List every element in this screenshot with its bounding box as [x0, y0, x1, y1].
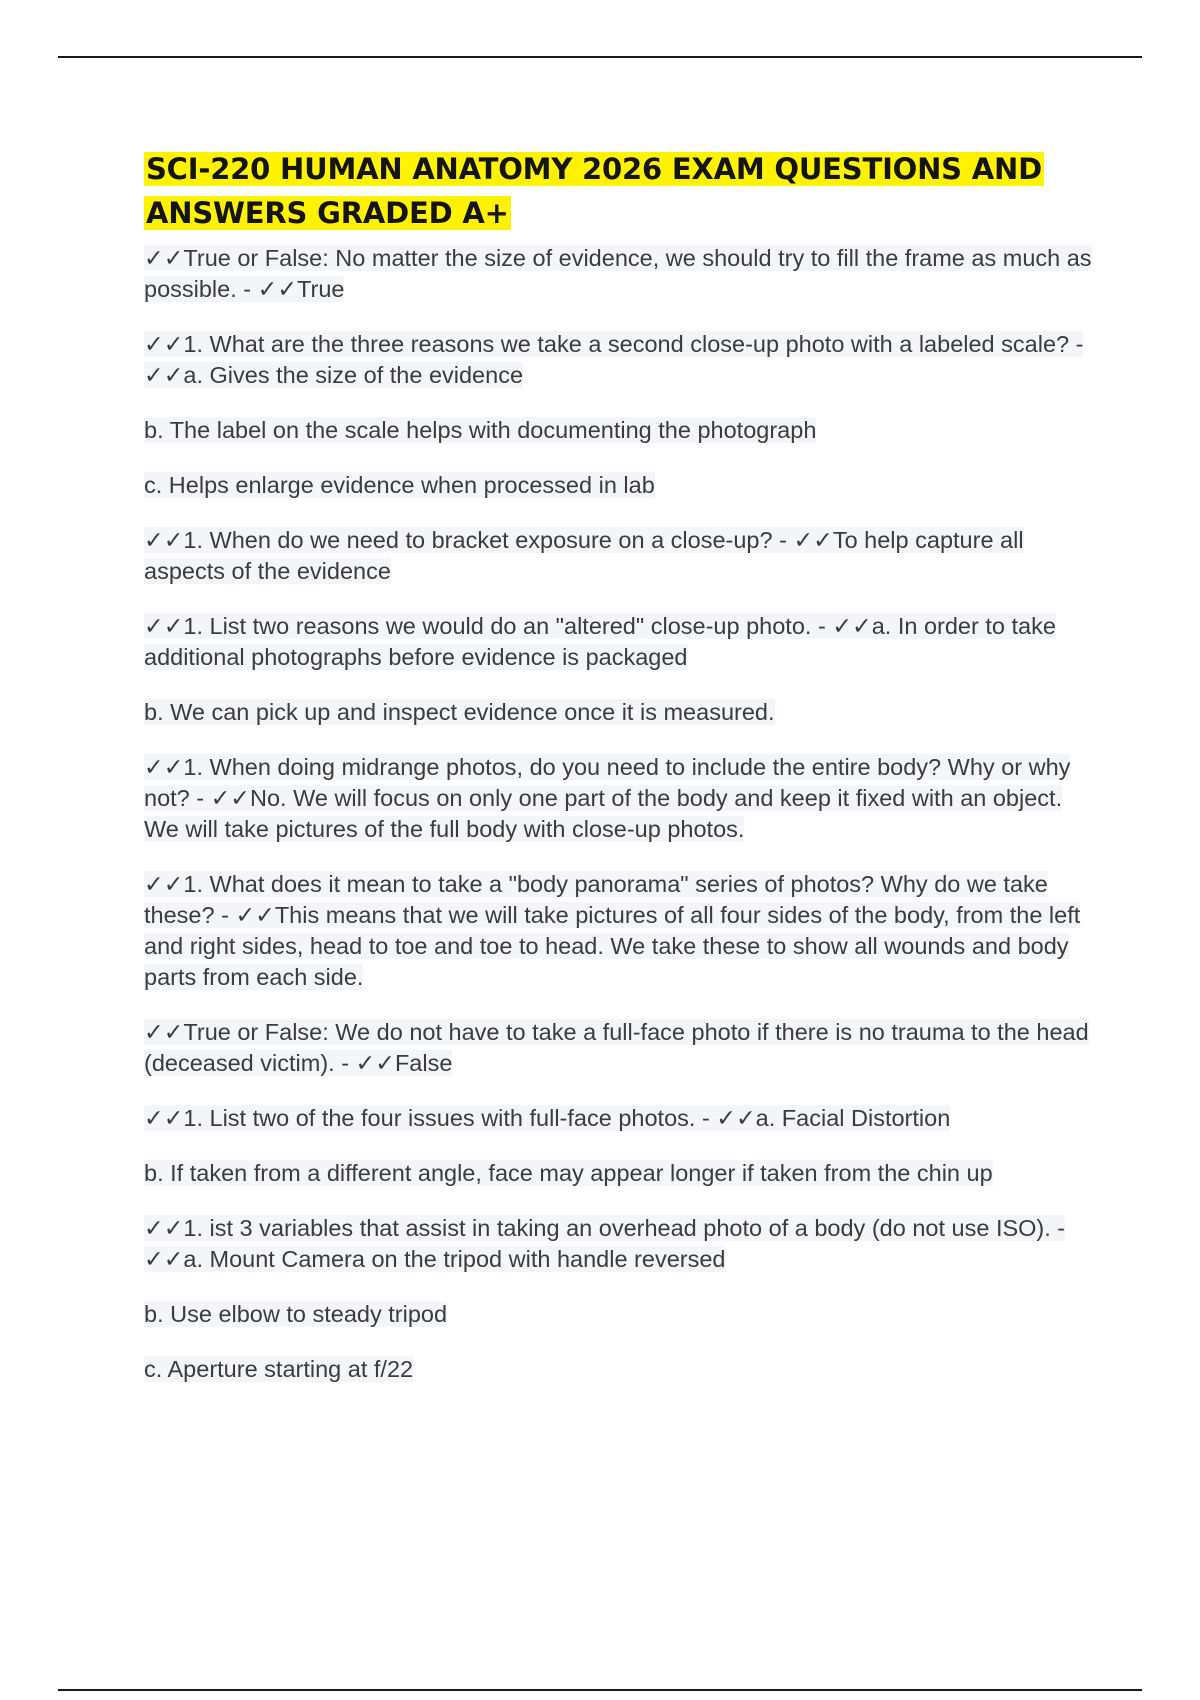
top-rule	[58, 56, 1142, 58]
qa-paragraph: c. Aperture starting at f/22	[144, 1356, 414, 1382]
qa-paragraph: b. The label on the scale helps with documenting the photograph	[144, 417, 817, 443]
qa-paragraph: b. Use elbow to steady tripod	[144, 1301, 448, 1327]
qa-paragraph: ✓✓1. When doing midrange photos, do you need to include the entire body? Why or why not? - ✓✓No. We will focus on only one part of the body and keep it fixed with an object. We will take pictures of the full body with close-up photos.	[144, 754, 1071, 842]
qa-paragraph: ✓✓1. What does it mean to take a "body panorama" series of photos? Why do we take these? - ✓✓This means that we will take pictures of all four sides of the body, from the left and right sides, head to toe and toe to head. We take these to show all wounds and body parts from each side.	[144, 871, 1081, 990]
qa-paragraph: ✓✓1. When do we need to bracket exposure on a close-up? - ✓✓To help capture all aspects of the evidence	[144, 527, 1024, 584]
qa-paragraph: c. Helps enlarge evidence when processed in lab	[144, 472, 655, 498]
qa-paragraph: ✓✓True or False: No matter the size of evidence, we should try to fill the frame as much as possible. - ✓✓True	[144, 245, 1092, 302]
bottom-rule	[58, 1689, 1142, 1691]
qa-paragraph: b. If taken from a different angle, face may appear longer if taken from the chin up	[144, 1160, 993, 1186]
qa-paragraph: ✓✓True or False: We do not have to take a full-face photo if there is no trauma to the head (deceased victim). - ✓✓False	[144, 1019, 1089, 1076]
document-title	[144, 147, 1094, 235]
qa-paragraph: ✓✓1. List two of the four issues with full-face photos. - ✓✓a. Facial Distortion	[144, 1105, 951, 1131]
title-text: SCI-220 HUMAN ANATOMY 2026 EXAM QUESTIONS AND ANSWERS GRADED A+	[146, 152, 1042, 230]
qa-paragraph: ✓✓1. ist 3 variables that assist in taking an overhead photo of a body (do not use ISO). - ✓✓a. Mount Camera on the tripod with handle reversed	[144, 1215, 1066, 1272]
qa-paragraph: ✓✓1. What are the three reasons we take a second close-up photo with a labeled scale? - ✓✓a. Gives the size of the evidence	[144, 331, 1084, 388]
document-body	[144, 147, 1094, 1409]
qa-paragraph: ✓✓1. List two reasons we would do an "altered" close-up photo. - ✓✓a. In order to take additional photographs before evidence is packaged	[144, 613, 1056, 670]
qa-paragraph: b. We can pick up and inspect evidence once it is measured.	[144, 699, 775, 725]
